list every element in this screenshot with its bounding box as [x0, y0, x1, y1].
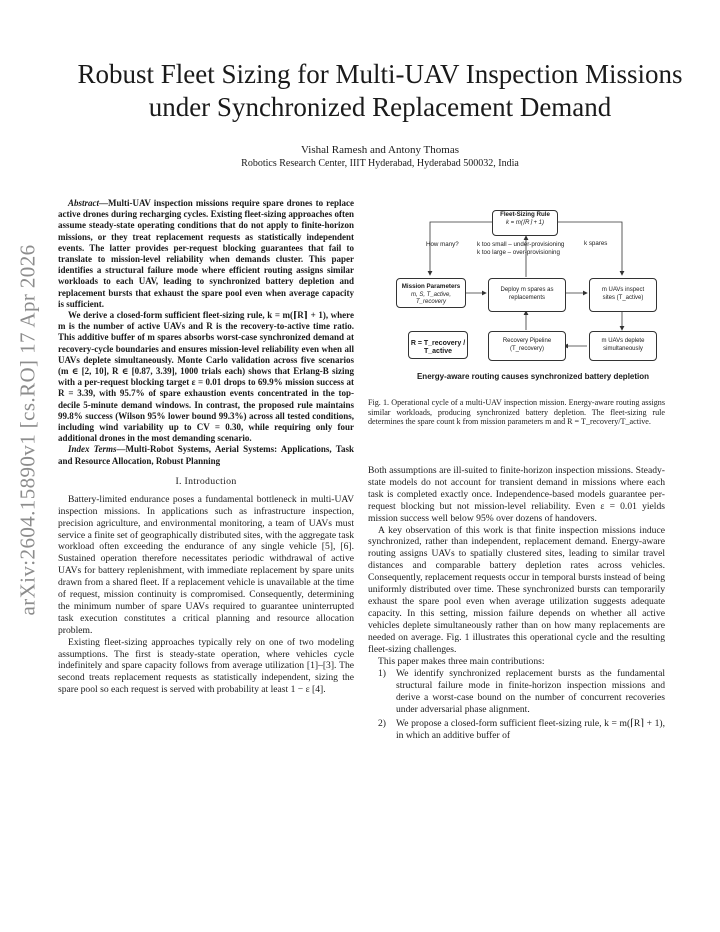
- right-column: [368, 465, 665, 744]
- inspect-sites-box: [589, 278, 657, 312]
- deploy-spares-box: [488, 278, 566, 312]
- contribution-text: We propose a closed-form sufficient fleet-sizing rule, k = m(⌈R⌉ + 1), in which an additive buffer of: [396, 718, 665, 741]
- deplete-label: m UAVs deplete simultaneously: [601, 338, 645, 352]
- intro-paragraph-3: Both assumptions are ill-suited to finite-horizon inspection missions. Steady-state models do not account for transient demand in missions where each task is completed exactly once. Independence-based models guarantee per-request blocking but not mission-level reliability. Even ε = 0.01 yields mission success well below 95% over dozens of handovers.: [368, 465, 665, 524]
- params-subtitle: m, S, T_active, T_recovery: [410, 291, 451, 305]
- intro-paragraph-1: Battery-limited endurance poses a fundamental bottleneck in multi-UAV inspection missions. In applications such as infrastructure inspection, precision agriculture, and environmental monitoring, a team of UAVs must service a finite set of geographically distributed sites, with the aggregate task workload often exceeding the endurance of any single vehicle [5], [6]. Sustained operation therefore necessitates periodic withdrawal of active UAVs for battery replenishment, with immediate replacement by spare units drawn from a shared fleet. If a replacement vehicle is unavailable at the time of request, mission continuity is compromised. Consequently, determining the minimum number of spare UAVs required to guarantee uninterrupted task execution constitutes a critical planning and resource allocation problem.: [58, 493, 354, 636]
- ratio-box: [408, 331, 468, 359]
- params-title: Mission Parameters: [401, 283, 461, 290]
- recovery-pipeline-box: [488, 331, 566, 361]
- contribution-item: [368, 718, 665, 742]
- contributions-list: [368, 668, 665, 741]
- intro-paragraph-4: A key observation of this work is that finite inspection missions induce synchronized, rather than independent, replacement demand. Energy-aware routing assigns UAVs to spatially clustered sites, leading to similar travel distances and comparable battery depletion rates across vehicles. Consequently, replacement requests occur in temporal bursts instead of being uniformly distributed over time. These synchronized bursts can temporarily exhaust the spare pool even when average utilization suggests adequate capacity. In this setting, mission failure depends on whether all active vehicles deplete simultaneously rather than on how many replacements are needed on average. Fig. 1 illustrates this operational cycle and the resulting fleet-sizing challenges.: [368, 524, 665, 655]
- contribution-item: [368, 668, 665, 716]
- rule-formula: k = m(⌈R⌉ + 1): [505, 219, 545, 226]
- figure-title: Energy-aware routing causes synchronized battery depletion: [416, 372, 650, 381]
- deplete-box: [589, 331, 657, 361]
- intro-paragraph-5: This paper makes three main contributions:: [378, 655, 545, 667]
- how-many-label: How many?: [426, 241, 459, 248]
- recovery-label: Recovery Pipeline (T_recovery): [502, 338, 552, 352]
- abstract-paragraph-2: We derive a closed-form sufficient fleet-sizing rule, k = m(⌈R⌉ + 1), where m is the number of active UAVs and R is the recovery-to-active time ratio. This additive buffer of m spares absorbs worst-case synchronized demand at recovery-cycle boundaries and ensures mission-level reliability even when all UAVs deplete simultaneously. Monte Carlo validation across five scenarios (m ∈ [2, 10], R ∈ [0.87, 3.39], 1000 trials each) shows that Erlang-B sizing with a per-request blocking target ε = 0.01 drops to 69.9% mission success at R = 3.39, with 95.7% of spare exhaustion events concentrated in the top-decile 5-minute demand windows. In contrast, the proposed rule maintains 99.8% success (Wilson 95% lower bound 99.3%) across all tested conditions, including wind variability up to CV = 0.30, while requiring only four additional drones in the most demanding scenario.: [58, 310, 354, 444]
- arxiv-sidebar: [10, 0, 46, 932]
- mission-parameters-box: [396, 278, 466, 308]
- index-terms: —Multi-Robot Systems, Aerial Systems: Applications, Task and Resource Allocation, Robust Planning: [58, 444, 354, 466]
- section-heading-introduction: I. Introduction: [175, 475, 237, 487]
- too-small-label: k too small – under-provisioning: [477, 241, 565, 248]
- abstract: [58, 198, 354, 467]
- ratio-formula: R = T_recovery / T_active: [410, 340, 466, 355]
- inspect-label: m UAVs inspect sites (T_active): [601, 287, 645, 301]
- contribution-number: 1): [378, 668, 386, 680]
- k-spares-label: k spares: [584, 240, 608, 247]
- arxiv-identifier: arXiv:2604.15890v1 [cs.RO] 17 Apr 2026: [15, 244, 40, 616]
- paper-affiliation: Robotics Research Center, IIIT Hyderabad, Hyderabad 500032, India: [241, 158, 519, 169]
- figure-1: [394, 208, 672, 388]
- paper-authors: Vishal Ramesh and Antony Thomas: [300, 144, 459, 156]
- paper-title: Robust Fleet Sizing for Multi-UAV Inspection Missions under Synchronized Replacement Demand: [77, 59, 683, 122]
- fleet-sizing-rule-box: [492, 210, 558, 236]
- rule-title: Fleet-Sizing Rule: [500, 211, 550, 218]
- contribution-text: We identify synchronized replacement bursts as the fundamental structural failure mode in finite-horizon inspection missions and derive a worst-case bound on the number of concurrent recoveries under adversarial phase alignment.: [396, 668, 665, 716]
- too-large-label: k too large – over-provisioning: [477, 249, 560, 256]
- deploy-label: Deploy m spares as replacements: [500, 287, 554, 301]
- contribution-number: 2): [378, 718, 386, 730]
- abstract-paragraph-1: —Multi-UAV inspection missions require spare drones to replace active drones during recharging cycles. Existing fleet-sizing approaches often assume steady-state operating conditions that do not apply to finite-horizon missions, or they treat replacement requests as statistically independent events. The latter provides per-request blocking guarantees that fail to translate to mission-level reliability when demands cluster. This paper identifies a structural failure mode where efficient routing assigns similar workloads to each UAV, leading to synchronized battery depletion and replacement bursts that exhaust the spare pool even when average capacity is sufficient.: [58, 198, 354, 309]
- left-column: [58, 198, 354, 696]
- figure-caption: Fig. 1. Operational cycle of a multi-UAV inspection mission. Energy-aware routing assigns similar workloads, producing synchronized battery depletion. The fleet-sizing rule determines the spare count k from mission parameters m and R = T_recovery/T_active.: [368, 398, 665, 427]
- intro-paragraph-2: Existing fleet-sizing approaches typically rely on one of two modeling assumptions. The first is steady-state operation, where vehicles cycle indefinitely and spare capacity follows from average utilization [1]–[3]. The second treats replacement requests as statistically independent, sizing the spare pool so each request is served with probability at least 1 − ε [4].: [58, 636, 354, 696]
- index-terms-heading: Index Terms: [68, 444, 117, 455]
- abstract-heading: Abstract: [68, 198, 100, 208]
